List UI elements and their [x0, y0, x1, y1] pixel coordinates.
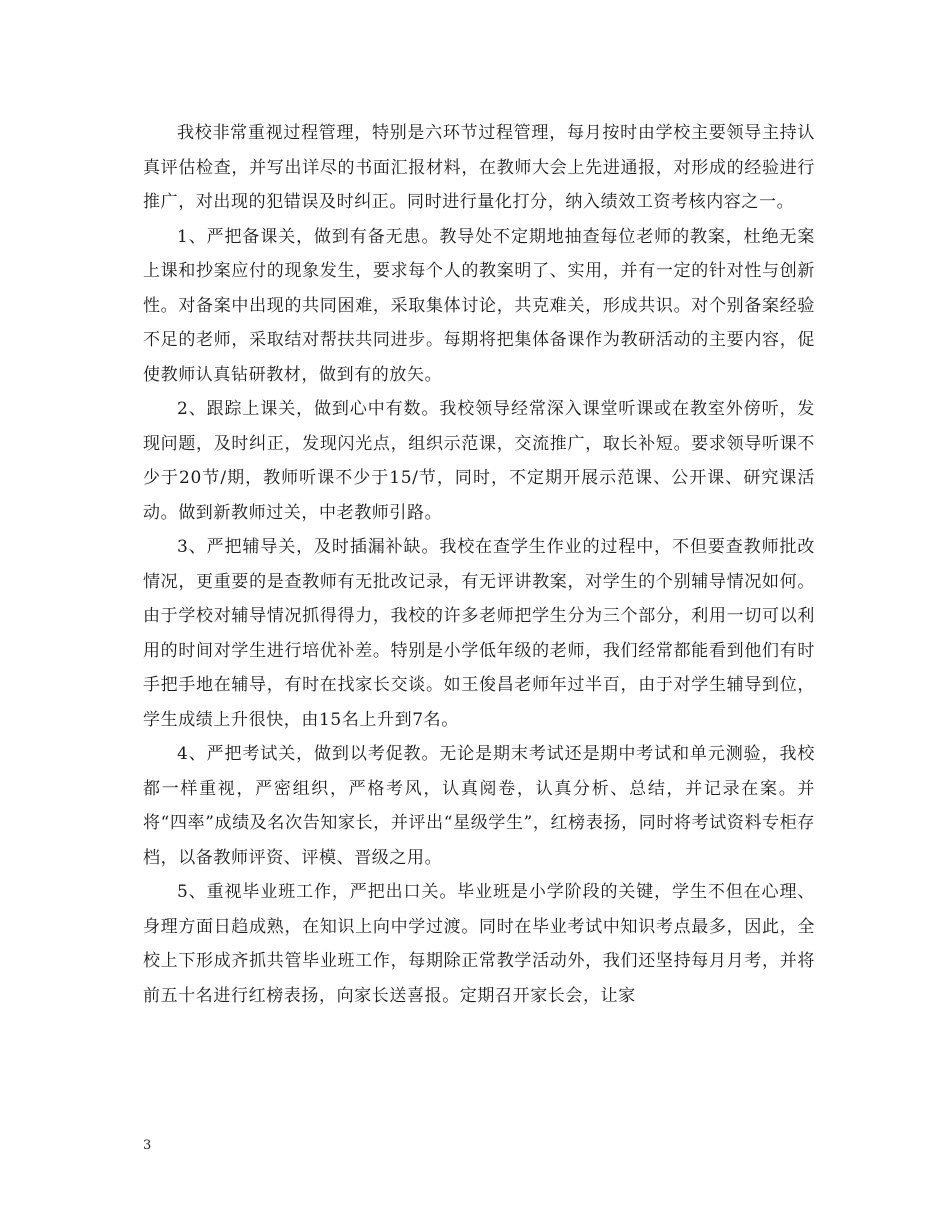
paragraph-tutoring: 3、严把辅导关，及时插漏补缺。我校在查学生作业的过程中，不但要查教师批改情况，更重要的是查教师有无批改记录，有无评讲教案，对学生的个别辅导情况如何。由于学校对辅导情况抓得得力，我校的许多老师把学生分为三个部分，利用一切可以利用的时间对学生进行培优补差。特别是小学低年级的老师，我们经常都能看到他们有时手把手地在辅导，有时在找家长交谈。如王俊昌老师年过半百，由于对学生辅导到位，学生成绩上升很快，由15名上升到7名。 [143, 537, 815, 730]
paragraph-graduating-class: 5、重视毕业班工作，严把出口关。毕业班是小学阶段的关键，学生不但在心理、身理方面日趋成熟，在知识上向中学过渡。同时在毕业考试中知识考点最多，因此，全校上下形成齐抓共管毕业班工作，每期除正常教学活动外，我们还坚持每月月考，并将前五十名进行红榜表扬，向家长送喜报。定期召开家长会，让家 [143, 882, 815, 1006]
document-body [143, 116, 815, 1013]
paragraph-intro: 我校非常重视过程管理，特别是六环节过程管理，每月按时由学校主要领导主持认真评估检查，并写出详尽的书面汇报材料，在教师大会上先进通报，对形成的经验进行推广，对出现的犯错误及时纠正。同时进行量化打分，纳入绩效工资考核内容之一。 [143, 123, 815, 212]
paragraph-class-tracking: 2、跟踪上课关，做到心中有数。我校领导经常深入课堂听课或在教室外傍听，发现问题，及时纠正，发现闪光点，组织示范课，交流推广，取长补短。要求领导听课不少于20节/期，教师听课不少于15/节，同时，不定期开展示范课、公开课、研究课活动。做到新教师过关，中老教师引路。 [143, 399, 815, 523]
page-number: 3 [143, 1138, 152, 1153]
paragraph-examinations: 4、严把考试关，做到以考促教。无论是期末考试还是期中考试和单元测验，我校都一样重视，严密组织，严格考风，认真阅卷，认真分析、总结，并记录在案。并将“四率”成绩及名次告知家长，并评出“星级学生”，红榜表扬，同时将考试资料专柜存档，以备教师评资、评模、晋级之用。 [143, 744, 815, 868]
paragraph-lesson-preparation: 1、严把备课关，做到有备无患。教导处不定期地抽查每位老师的教案，杜绝无案上课和抄案应付的现象发生，要求每个人的教案明了、实用，并有一定的针对性与创新性。对备案中出现的共同困难，采取集体讨论，共克难关，形成共识。对个别备案经验不足的老师，采取结对帮扶共同进步。每期将把集体备课作为教研活动的主要内容，促使教师认真钻研教材，做到有的放矢。 [143, 226, 815, 385]
